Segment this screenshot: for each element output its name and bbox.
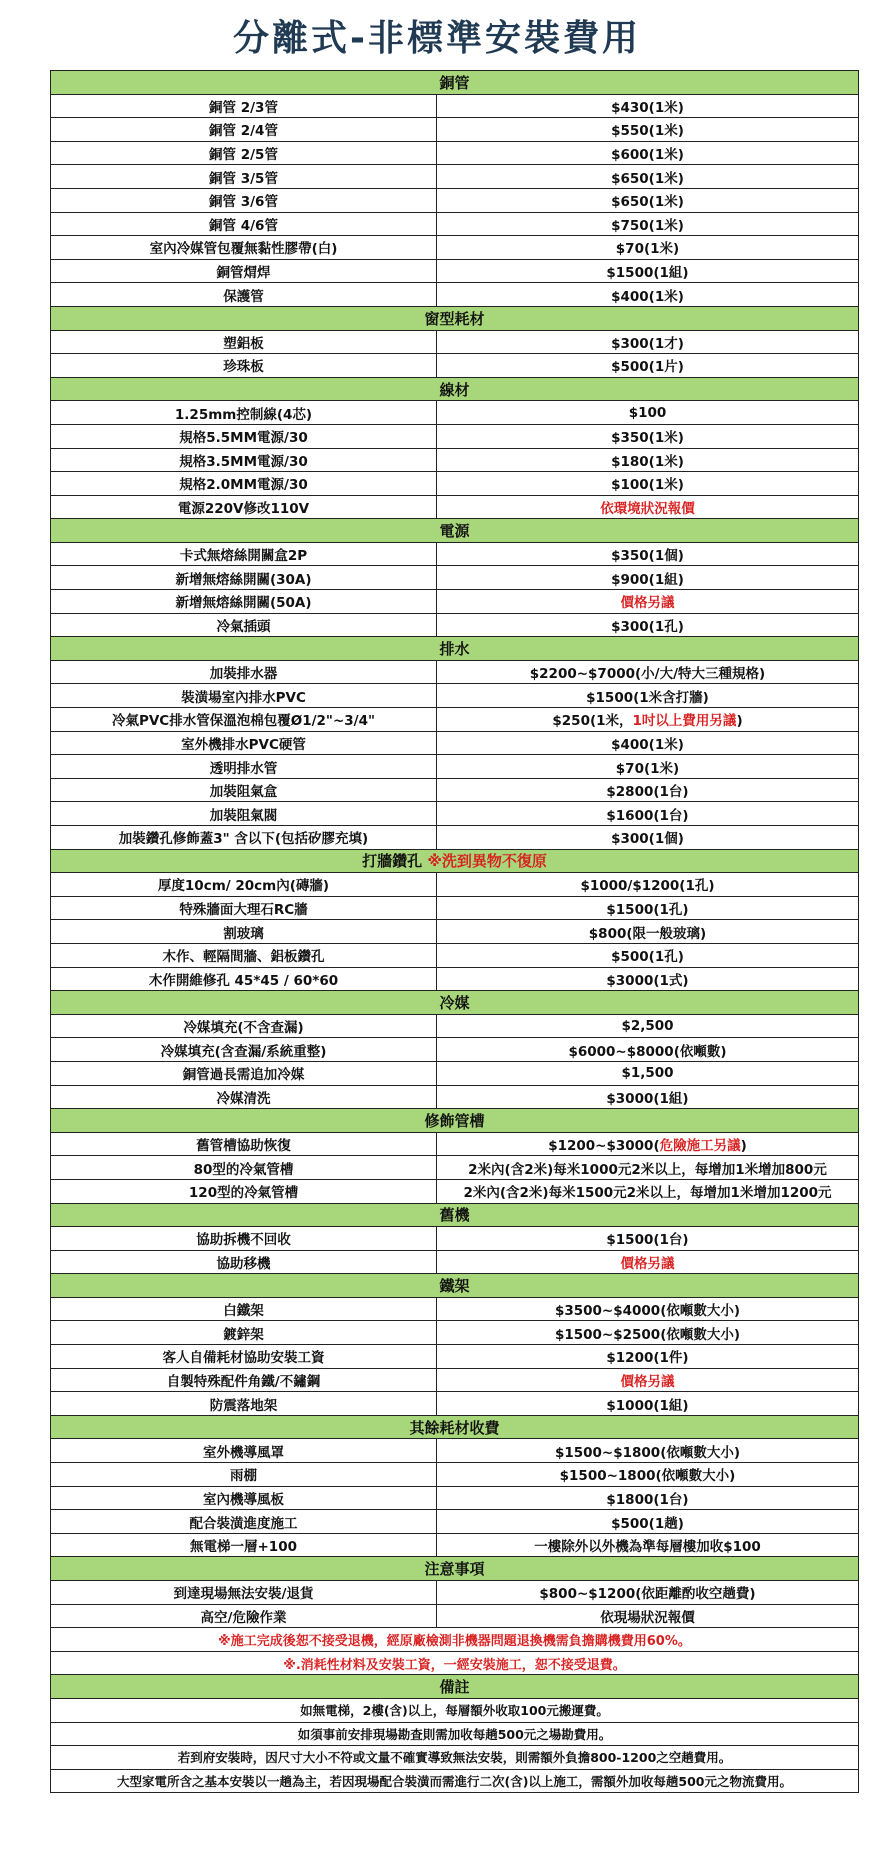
item-price — [437, 1392, 859, 1416]
price-text: $2200~$7000(小/大/特大三種規格) — [529, 666, 766, 683]
section-header — [51, 991, 859, 1015]
price-row — [51, 1227, 859, 1251]
price-row — [51, 566, 859, 590]
section-header-row — [51, 1274, 859, 1298]
remark-row — [51, 1698, 859, 1722]
price-text: $300(1個) — [611, 831, 684, 848]
price-row — [51, 1132, 859, 1156]
item-price — [437, 755, 859, 779]
item-price — [437, 1179, 859, 1203]
item-price — [437, 448, 859, 472]
item-price — [437, 1061, 859, 1085]
remark-text: 大型家電所含之基本安裝以一趟為主，若因現場配合裝潢而需進行二次(含)以上施工，需額外加收每趟500元之物流費用。 — [51, 1769, 859, 1793]
price-row — [51, 1156, 859, 1180]
price-row — [51, 188, 859, 212]
price-text: $3000(1式) — [606, 972, 689, 989]
price-row — [51, 1439, 859, 1463]
price-text: 價格另議 — [620, 595, 675, 612]
price-row — [51, 448, 859, 472]
item-name: 加裝鑽孔修飾蓋3" 含以下(包括矽膠充填) — [51, 826, 437, 850]
price-text: $6000~$8000(依噸數) — [568, 1043, 727, 1060]
section-title: 修飾管槽 — [424, 1111, 485, 1130]
price-row — [51, 826, 859, 850]
price-text: 2米內(含2米)每米1000元2米以上，每增加1米增加800元 — [468, 1161, 827, 1178]
item-name: 電源220V修改110V — [51, 495, 437, 519]
item-price — [437, 1321, 859, 1345]
item-price — [437, 94, 859, 118]
price-text: $550(1米) — [611, 123, 684, 140]
section-header — [51, 1203, 859, 1227]
item-price — [437, 330, 859, 354]
item-price — [437, 495, 859, 519]
price-text: $1600(1台) — [606, 807, 689, 824]
section-header-row — [51, 1675, 859, 1699]
item-price — [437, 236, 859, 260]
price-row — [51, 495, 859, 519]
item-price — [437, 283, 859, 307]
price-text: $100(1米) — [611, 477, 684, 494]
price-text: $750(1米) — [611, 217, 684, 234]
item-name: 室內冷媒管包覆無黏性膠帶(白) — [51, 236, 437, 260]
item-price — [437, 165, 859, 189]
item-price — [437, 1510, 859, 1534]
item-name: 加裝排水器 — [51, 660, 437, 684]
item-name: 厚度10cm/ 20cm內(磚牆) — [51, 873, 437, 897]
item-price — [437, 188, 859, 212]
section-header-row — [51, 637, 859, 661]
price-row — [51, 613, 859, 637]
price-row — [51, 1533, 859, 1557]
section-header-row — [51, 1415, 859, 1439]
price-text: $2,500 — [621, 1018, 674, 1035]
notice-text: ※施工完成後恕不接受退機，經原廠檢測非機器問題退換機需負擔購機費用60%。 — [51, 1628, 859, 1652]
item-price — [437, 613, 859, 637]
item-price — [437, 731, 859, 755]
price-row — [51, 141, 859, 165]
section-header-row — [51, 1557, 859, 1581]
price-row — [51, 590, 859, 614]
item-name: 銅管 2/3管 — [51, 94, 437, 118]
item-name: 客人自備耗材協助安裝工資 — [51, 1345, 437, 1369]
price-row — [51, 1486, 859, 1510]
section-header — [51, 637, 859, 661]
price-row — [51, 259, 859, 283]
item-price — [437, 590, 859, 614]
item-price — [437, 920, 859, 944]
price-row — [51, 1463, 859, 1487]
price-text: $70(1米) — [615, 241, 680, 258]
price-text: $3000(1組) — [606, 1090, 689, 1107]
item-price — [437, 1463, 859, 1487]
item-price — [437, 896, 859, 920]
item-price — [437, 1038, 859, 1062]
item-name: 規格3.5MM電源/30 — [51, 448, 437, 472]
price-text: $1500(1台) — [606, 1232, 689, 1249]
price-row — [51, 118, 859, 142]
price-row — [51, 283, 859, 307]
price-table — [50, 70, 859, 1793]
price-row — [51, 542, 859, 566]
price-note: 危險施工另議 — [659, 1138, 741, 1155]
item-price — [437, 873, 859, 897]
remark-row — [51, 1746, 859, 1770]
item-price — [437, 1014, 859, 1038]
price-row — [51, 943, 859, 967]
item-name: 鍍鋅架 — [51, 1321, 437, 1345]
item-price — [437, 259, 859, 283]
price-text: $500(1片) — [611, 359, 684, 376]
item-name: 銅管 2/5管 — [51, 141, 437, 165]
item-name: 銅管 4/6管 — [51, 212, 437, 236]
price-text: $800(限一般玻璃) — [588, 925, 707, 942]
section-header-row — [51, 71, 859, 95]
price-text: $900(1組) — [611, 571, 684, 588]
item-name: 120型的冷氣管槽 — [51, 1179, 437, 1203]
section-title: 電源 — [439, 522, 470, 541]
price-row — [51, 401, 859, 425]
item-name: 冷媒填充(含查漏/系統重整) — [51, 1038, 437, 1062]
item-price — [437, 1439, 859, 1463]
price-tail: ) — [736, 713, 743, 730]
item-price — [437, 1368, 859, 1392]
price-row — [51, 755, 859, 779]
price-text: $430(1米) — [611, 99, 684, 116]
price-text: $400(1米) — [611, 736, 684, 753]
price-row — [51, 1061, 859, 1085]
section-header-row — [51, 306, 859, 330]
section-title: 冷媒 — [439, 993, 470, 1012]
item-name: 規格2.0MM電源/30 — [51, 472, 437, 496]
price-row — [51, 1250, 859, 1274]
price-row — [51, 1604, 859, 1628]
item-name: 防震落地架 — [51, 1392, 437, 1416]
item-price — [437, 802, 859, 826]
price-text: $500(1孔) — [611, 949, 684, 966]
price-text: $400(1米) — [611, 288, 684, 305]
item-price — [437, 424, 859, 448]
item-name: 塑鋁板 — [51, 330, 437, 354]
item-price — [437, 1604, 859, 1628]
notice-text: ※.消耗性材料及安裝工資，一經安裝施工，恕不接受退費。 — [51, 1651, 859, 1675]
item-name: 冷氣PVC排水管保溫泡棉包覆Ø1/2"~3/4" — [51, 708, 437, 732]
price-row — [51, 236, 859, 260]
item-price — [437, 212, 859, 236]
item-name: 協助拆機不回收 — [51, 1227, 437, 1251]
section-header-row — [51, 991, 859, 1015]
section-header — [51, 1109, 859, 1133]
section-title: 注意事項 — [424, 1560, 485, 1579]
item-name: 室內機導風板 — [51, 1486, 437, 1510]
item-name: 規格5.5MM電源/30 — [51, 424, 437, 448]
item-name: 加裝阻氣閥 — [51, 802, 437, 826]
item-name: 裝潢場室內排水PVC — [51, 684, 437, 708]
price-text: $300(1孔) — [611, 618, 684, 635]
section-warning: ※洗到異物不復原 — [427, 852, 547, 871]
price-text: $1500~$2500(依噸數大小) — [554, 1326, 741, 1343]
section-title: 舊機 — [439, 1206, 470, 1225]
item-name: 80型的冷氣管槽 — [51, 1156, 437, 1180]
item-price — [437, 542, 859, 566]
price-text: $1500(1米含打牆) — [586, 689, 709, 706]
price-text: $350(1個) — [611, 548, 684, 565]
price-row — [51, 1392, 859, 1416]
item-name: 冷媒填充(不含查漏) — [51, 1014, 437, 1038]
item-price — [437, 826, 859, 850]
item-name: 加裝阻氣盒 — [51, 778, 437, 802]
item-price — [437, 1345, 859, 1369]
item-name: 1.25mm控制線(4芯) — [51, 401, 437, 425]
price-text: $600(1米) — [611, 147, 684, 164]
price-row — [51, 165, 859, 189]
item-name: 白鐵架 — [51, 1297, 437, 1321]
price-text: $70(1米) — [615, 760, 680, 777]
price-text: $1500(1孔) — [606, 902, 689, 919]
price-note: 1吋以上費用另議 — [632, 713, 737, 730]
item-name: 新增無熔絲開關(50A) — [51, 590, 437, 614]
price-text: 價格另議 — [620, 1255, 675, 1272]
price-row — [51, 1368, 859, 1392]
price-text: $800~$1200(依距離酌收空趟費) — [539, 1586, 756, 1603]
section-header — [51, 306, 859, 330]
price-row — [51, 1085, 859, 1109]
price-text: $350(1米) — [611, 430, 684, 447]
price-text: 價格另議 — [620, 1373, 675, 1390]
item-name: 新增無熔絲開關(30A) — [51, 566, 437, 590]
price-text: $1000(1組) — [606, 1397, 689, 1414]
section-header — [51, 519, 859, 543]
section-header — [51, 377, 859, 401]
remark-row — [51, 1722, 859, 1746]
price-tail: ) — [740, 1138, 747, 1155]
item-price — [437, 1533, 859, 1557]
item-price — [437, 684, 859, 708]
price-text: $2800(1台) — [606, 784, 689, 801]
section-header-row — [51, 377, 859, 401]
item-price — [437, 1156, 859, 1180]
item-name: 冷媒清洗 — [51, 1085, 437, 1109]
item-price — [437, 1486, 859, 1510]
price-text: $250(1米， — [552, 713, 633, 730]
section-header — [51, 1557, 859, 1581]
price-row — [51, 660, 859, 684]
price-row — [51, 1321, 859, 1345]
item-name: 保護管 — [51, 283, 437, 307]
price-row — [51, 1510, 859, 1534]
price-row — [51, 708, 859, 732]
item-price — [437, 1132, 859, 1156]
item-name: 銅管 2/4管 — [51, 118, 437, 142]
section-title: 線材 — [439, 380, 470, 399]
section-title: 排水 — [439, 640, 470, 659]
price-text: $1,500 — [621, 1065, 674, 1082]
item-price — [437, 1297, 859, 1321]
section-title: 其餘耗材收費 — [409, 1418, 500, 1437]
item-name: 銅管 3/6管 — [51, 188, 437, 212]
price-text: $1200(1件) — [606, 1350, 689, 1367]
item-name: 協助移機 — [51, 1250, 437, 1274]
remark-text: 如須事前安排現場勘查則需加收每趟500元之場勘費用。 — [51, 1722, 859, 1746]
item-name: 高空/危險作業 — [51, 1604, 437, 1628]
item-name: 到達現場無法安裝/退貨 — [51, 1581, 437, 1605]
item-price — [437, 141, 859, 165]
item-name: 木作、輕隔間牆、鋁板鑽孔 — [51, 943, 437, 967]
price-text: $650(1米) — [611, 170, 684, 187]
price-row — [51, 1014, 859, 1038]
item-name: 割玻璃 — [51, 920, 437, 944]
item-price — [437, 708, 859, 732]
price-text: $1800(1台) — [606, 1491, 689, 1508]
price-row — [51, 330, 859, 354]
price-text: $1500~$1800(依噸數大小) — [554, 1444, 741, 1461]
price-row — [51, 472, 859, 496]
price-row — [51, 1038, 859, 1062]
notice-row — [51, 1651, 859, 1675]
price-text: 一樓除外以外機為準每層樓加收$100 — [534, 1539, 761, 1556]
item-name: 銅管過長需追加冷媒 — [51, 1061, 437, 1085]
section-header — [51, 1274, 859, 1298]
section-title: 備註 — [439, 1678, 470, 1697]
section-header-row — [51, 849, 859, 873]
price-row — [51, 731, 859, 755]
price-text: $300(1才) — [611, 335, 684, 352]
item-name: 配合裝潢進度施工 — [51, 1510, 437, 1534]
section-title: 鐵架 — [439, 1277, 470, 1296]
price-row — [51, 424, 859, 448]
price-text: $3500~$4000(依噸數大小) — [554, 1303, 741, 1320]
item-price — [437, 660, 859, 684]
price-row — [51, 1345, 859, 1369]
item-price — [437, 1581, 859, 1605]
price-row — [51, 920, 859, 944]
price-row — [51, 967, 859, 991]
item-name: 特殊牆面大理石RC牆 — [51, 896, 437, 920]
price-text: $1000/$1200(1孔) — [580, 878, 715, 895]
item-price — [437, 354, 859, 378]
price-row — [51, 778, 859, 802]
item-name: 銅管 3/5管 — [51, 165, 437, 189]
item-name: 卡式無熔絲開關盒2P — [51, 542, 437, 566]
price-text: $500(1趟) — [611, 1515, 684, 1532]
price-row — [51, 212, 859, 236]
price-text: $180(1米) — [611, 453, 684, 470]
section-header-row — [51, 1203, 859, 1227]
price-row — [51, 94, 859, 118]
item-name: 無電梯一層+100 — [51, 1533, 437, 1557]
price-text: $1500(1組) — [606, 265, 689, 282]
price-row — [51, 896, 859, 920]
section-header — [51, 849, 859, 873]
item-name: 木作開維修孔 45*45 / 60*60 — [51, 967, 437, 991]
section-title: 打牆鑽孔 — [362, 852, 428, 871]
item-price — [437, 118, 859, 142]
item-price — [437, 943, 859, 967]
notice-row — [51, 1628, 859, 1652]
item-name: 透明排水管 — [51, 755, 437, 779]
item-name: 室外機排水PVC硬管 — [51, 731, 437, 755]
price-text: 依環境狀況報價 — [600, 500, 695, 517]
section-title: 窗型耗材 — [424, 309, 485, 328]
item-price — [437, 566, 859, 590]
remark-text: 如無電梯，2樓(含)以上，每層額外收取100元搬運費。 — [51, 1698, 859, 1722]
price-text: $100 — [628, 404, 667, 421]
item-name: 室外機導風罩 — [51, 1439, 437, 1463]
section-title: 銅管 — [439, 73, 470, 92]
section-header — [51, 71, 859, 95]
price-row — [51, 802, 859, 826]
item-price — [437, 967, 859, 991]
price-text: $650(1米) — [611, 194, 684, 211]
price-row — [51, 1179, 859, 1203]
item-name: 雨棚 — [51, 1463, 437, 1487]
item-price — [437, 1227, 859, 1251]
price-text: $1200~$3000( — [548, 1138, 660, 1155]
section-header — [51, 1675, 859, 1699]
price-text: $1500~1800(依噸數大小) — [559, 1468, 736, 1485]
item-name: 冷氣插頭 — [51, 613, 437, 637]
item-name: 銅管焨焊 — [51, 259, 437, 283]
section-header-row — [51, 1109, 859, 1133]
item-name: 舊管槽協助恢復 — [51, 1132, 437, 1156]
price-row — [51, 1581, 859, 1605]
price-text: 依現場狀況報價 — [600, 1609, 695, 1626]
page-title: 分離式-非標準安裝費用 — [233, 18, 641, 59]
price-row — [51, 873, 859, 897]
section-header — [51, 1415, 859, 1439]
price-row — [51, 354, 859, 378]
remark-text: 若到府安裝時，因尺寸大小不符或文量不確實導致無法安裝，則需額外負擔800-1200之空趟費用。 — [51, 1746, 859, 1770]
price-row — [51, 1297, 859, 1321]
item-price — [437, 401, 859, 425]
item-price — [437, 1085, 859, 1109]
item-price — [437, 778, 859, 802]
item-name: 自製特殊配件角鐵/不鏽鋼 — [51, 1368, 437, 1392]
price-text: 2米內(含2米)每米1500元2米以上，每增加1米增加1200元 — [463, 1185, 832, 1202]
item-name: 珍珠板 — [51, 354, 437, 378]
remark-row — [51, 1769, 859, 1793]
item-price — [437, 472, 859, 496]
section-header-row — [51, 519, 859, 543]
item-price — [437, 1250, 859, 1274]
price-row — [51, 684, 859, 708]
